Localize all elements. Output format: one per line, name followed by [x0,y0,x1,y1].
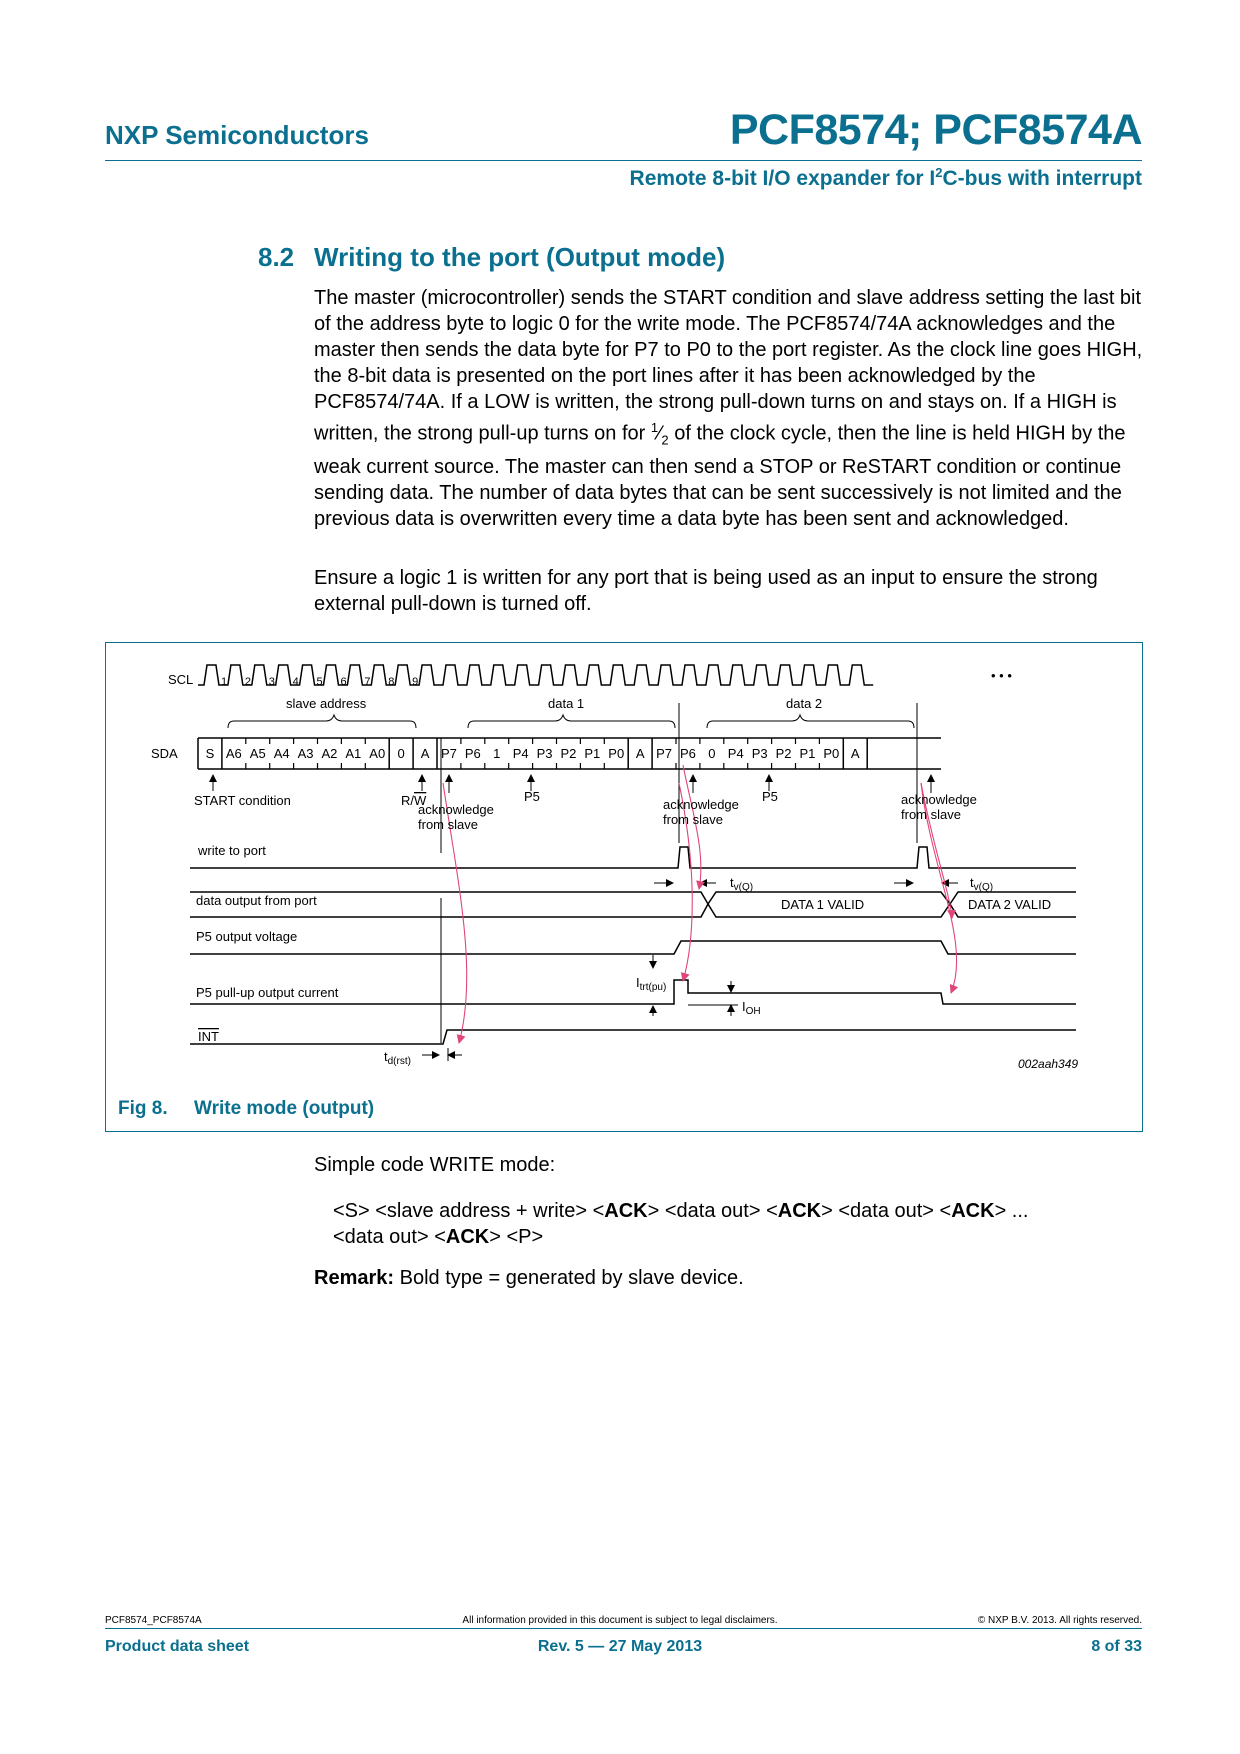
tvq2-label: $t_{v(Q)}$ [970,875,994,893]
sda-bit-label: P6 [679,746,696,761]
ioh-label: $I_{OH}$ [742,999,761,1017]
code-ack-token: ACK [951,1200,995,1222]
sda-bit-label: 1 [493,746,501,761]
clock-number-9: 9 [412,676,419,688]
ack1-label-2: from slave [418,817,478,832]
company-name: NXP Semiconductors [105,120,369,150]
section-heading: 8.2 Writing to the port (Output mode) [258,242,726,272]
clock-number-labels [221,676,418,688]
footer-doc-type: Product data sheet [105,1638,250,1655]
p5-label-a: P5 [524,789,540,804]
product-title: PCF8574; PCF8574A [729,106,1142,154]
sda-bit-label: 0 [397,746,405,761]
p5-label-b: P5 [762,789,778,804]
header-rule [105,160,1142,161]
code-sequence [333,1198,1133,1250]
sda-bit-label: P7 [656,746,673,761]
figure-caption: Fig 8. Write mode (output) [118,1098,375,1119]
code-token: <data out> < [333,1226,446,1248]
sda-bit-label: 0 [708,746,716,761]
footer-revision: Rev. 5 — 27 May 2013 [537,1638,703,1655]
code-ack-token: ACK [777,1200,822,1222]
sda-bit-label: A [850,746,860,761]
brace-slave-address [228,715,416,728]
footer-doc-id: PCF8574_PCF8574A [105,1615,202,1626]
code-line-2 [333,1224,1133,1250]
start-condition-label: START condition [194,793,291,808]
sda-bit-label: P4 [727,746,744,761]
sda-label: SDA [151,746,178,761]
sda-bit-label: P1 [799,746,816,761]
sda-bit-label: A [420,746,430,761]
sda-bit-label: A0 [369,746,386,761]
p5-voltage-label: P5 output voltage [196,929,298,944]
brace-label-data-2: data 2 [786,696,823,711]
sda-bit-label: P0 [823,746,840,761]
brace-data-2 [707,715,914,728]
sda-bit-label: A6 [225,746,242,761]
code-token: > <data out> < [647,1200,778,1222]
ack1-label-1: acknowledge [418,802,494,817]
footer-rule [105,1628,1142,1629]
code-ack-token: ACK [445,1226,490,1248]
clock-number-5: 5 [316,676,323,688]
data-output-label: data output from port [196,893,317,908]
pink-arrow-data-valid-1 [683,765,701,889]
sda-bit-label: P7 [440,746,457,761]
sda-bit-label: A5 [249,746,266,761]
write-mode-timing-diagram [106,643,1142,1131]
sda-bit-labels [206,746,860,761]
sda-bit-label: P0 [608,746,625,761]
td-label: $t_{d(rst)}$ [384,1049,411,1067]
ack2-label-1: acknowledge [663,797,739,812]
product-subtitle: Remote 8-bit I/O expander for $I^2C$-bus with interrupt [629,165,1142,190]
p5-output-voltage-waveform [190,941,1076,954]
paragraph-logic-one: Ensure a logic 1 is written for any port that is being used as an input to ensure the strong external pull-down is turned off. [314,567,1098,615]
sda-bit-label: P3 [536,746,553,761]
figure-code: 002aah349 [1018,1057,1079,1071]
footer-copyright: © NXP B.V. 2013. All rights reserved. [977,1615,1142,1626]
scl-label: SCL [168,672,194,687]
p5-current-label: P5 pull-up output current [196,985,339,1000]
brace-label-data-1: data 1 [548,696,585,711]
sda-bit-label: P6 [464,746,481,761]
figure-8 [105,642,1143,1132]
sda-bit-label: A [635,746,645,761]
brace-data-1 [468,715,675,728]
ellipsis: • • • [991,668,1012,683]
code-ack-token: ACK [604,1200,648,1222]
paragraph-write-mode: The master (microcontroller) sends the START condition and slave address setting the last bit of the address byte to logic 0 for the write mode. The PCF8574/74A acknowledges and the master then sends the data byte for P7 to P0 to the port register. As the clock line goes HIGH, the 8-bit data is presented on the port lines after it has been acknowledged by the PCF8574/74A. If a LOW is written, the strong pull-down turns on and stays on. If a HIGH is written, the strong pull-up turns on for $^1⁄_2$ of the clock cycle, then the line is held HIGH by the weak current source. The master can then send a STOP or ReSTART condition or continue sending data. The number of data bytes that can be sent successively is not limited and the previous data is overwritten every time a data byte has been sent and acknowledged. [314,287,1143,530]
write-to-port-waveform [190,847,1076,868]
data1-valid-label: DATA 1 VALID [781,897,865,912]
code-token: > ... [994,1200,1029,1222]
data-output-bus [190,892,1076,917]
clock-number-2: 2 [244,676,251,688]
ack3-label-1: acknowledge [901,792,977,807]
clock-number-7: 7 [364,676,371,688]
sda-bit-label: P1 [584,746,601,761]
sda-bit-label: P4 [512,746,529,761]
sda-bit-label: P2 [775,746,792,761]
clock-number-3: 3 [268,676,275,688]
sda-bit-label: S [205,746,215,761]
code-token: > <P> [489,1226,544,1248]
sda-bit-label: A3 [297,746,314,761]
int-label: INT [198,1029,219,1044]
ack3-label-2: from slave [901,807,961,822]
sda-bit-label: A4 [273,746,290,761]
ack2-label-2: from slave [663,812,723,827]
footer-page-number: 8 of 33 [1091,1638,1142,1655]
clock-number-1: 1 [220,676,228,688]
int-waveform [190,1030,1076,1044]
code-line-1 [333,1198,1133,1224]
remark: Remark: Bold type = generated by slave device. [314,1267,744,1289]
footer-disclaimer: All information provided in this document is subject to legal disclaimers. [462,1615,778,1626]
code-token: <S> <slave address + write> < [333,1200,605,1222]
sda-bit-label: A2 [321,746,338,761]
simple-code-heading: Simple code WRITE mode: [314,1154,556,1176]
write-to-port-label: write to port [198,843,266,858]
clock-number-8: 8 [388,676,395,688]
data2-valid-label: DATA 2 VALID [968,897,1052,912]
tvq1-label: $t_{v(Q)}$ [730,875,754,893]
rw-label: R/W [401,793,427,808]
scl-waveform [198,665,873,685]
itrt-label: $I_{trt(pu)}$ [636,975,667,993]
clock-number-4: 4 [292,676,299,688]
sda-bit-label: P3 [751,746,768,761]
clock-number-6: 6 [340,676,347,688]
brace-label-slave-address: slave address [286,696,367,711]
sda-bit-label: P2 [560,746,577,761]
sda-bit-label: A1 [345,746,362,761]
code-token: > <data out> < [821,1200,952,1222]
